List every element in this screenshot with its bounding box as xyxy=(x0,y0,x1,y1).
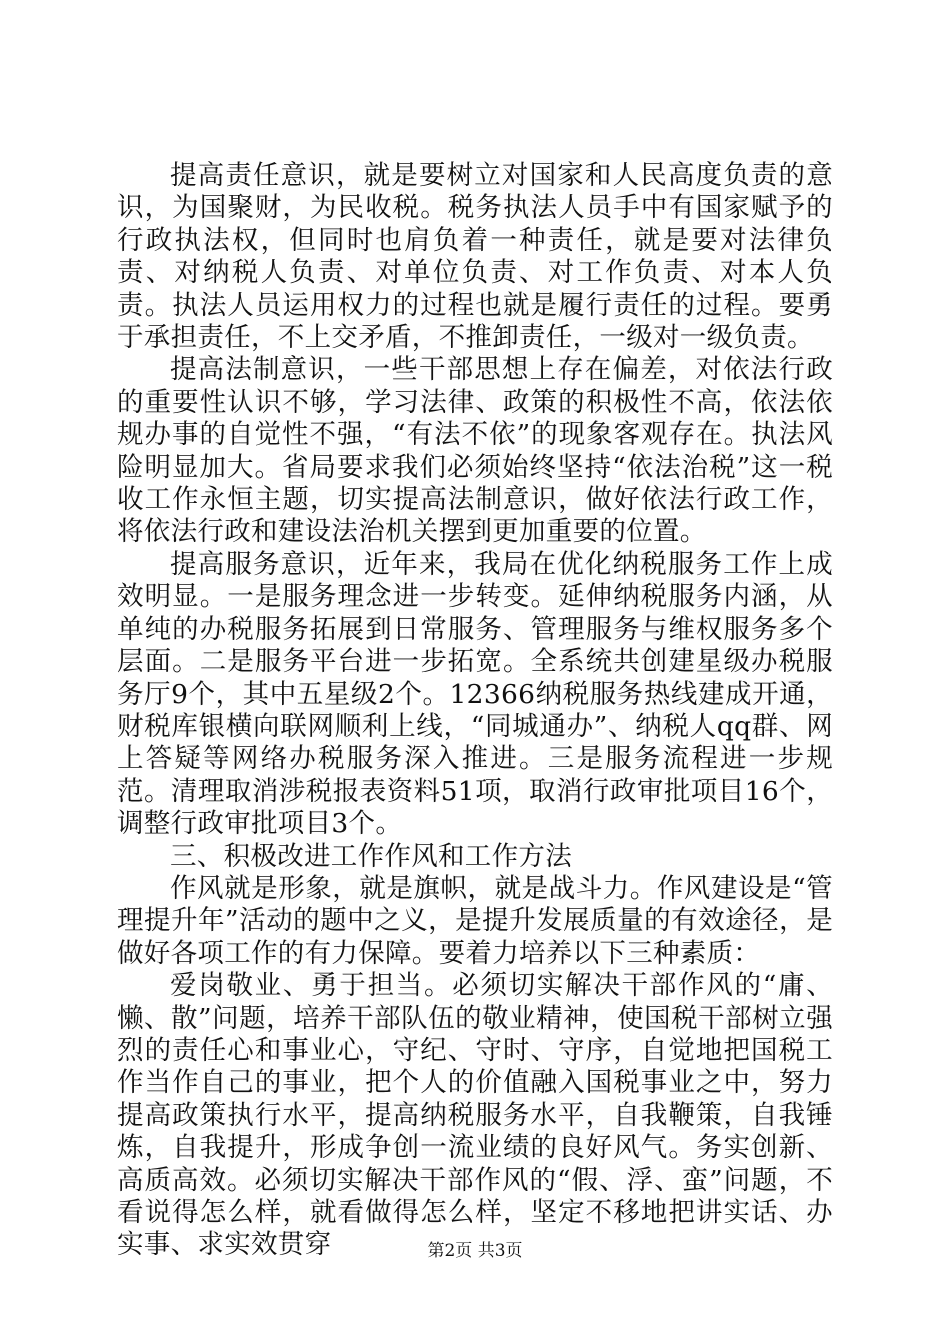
section-heading: 三、积极改进工作作风和工作方法 xyxy=(170,840,572,872)
page-footer: 第2页 共3页 xyxy=(427,1241,523,1261)
paragraph-service: 提高服务意识，近年来，我局在优化纳税服务工作上成效明显。一是服务理念进一步转变。延伸纳税服务内涵，从单纯的办税服务拓展到日常服务、管理服务与维权服务多个层面。二是服务平台进一步拓宽。全系统共创建星级办税服务厅9个，其中五星级2个。12366纳税服务热线建成开通，财税库银横向联网顺利上线，“同城通办”、纳税人qq群、网上答疑等网络办税服务深入推进。三是服务流程进一步规范。清理取消涉税报表资料51项，取消行政审批项目16个，调整行政审批项目3个。 xyxy=(117,548,833,840)
document-body xyxy=(117,160,833,1262)
paragraph-legal: 提高法制意识，一些干部思想上存在偏差，对依法行政的重要性认识不够，学习法律、政策的积极性不高，依法依规办事的自觉性不强，“有法不依”的现象客观存在。执法风险明显加大。省局要求我们必须始终坚持“依法治税”这一税收工作永恒主题，切实提高法制意识，做好依法行政工作，将依法行政和建设法治机关摆到更加重要的位置。 xyxy=(117,354,833,548)
paragraph-responsibility: 提高责任意识，就是要树立对国家和人民高度负责的意识，为国聚财，为民收税。税务执法人员手中有国家赋予的行政执法权，但同时也肩负着一种责任，就是要对法律负责、对纳税人负责、对单位负责、对工作负责、对本人负责。执法人员运用权力的过程也就是履行责任的过程。要勇于承担责任，不上交矛盾，不推卸责任，一级对一级负责。 xyxy=(117,160,833,354)
paragraph-work-style: 作风就是形象，就是旗帜，就是战斗力。作风建设是“管理提升年”活动的题中之义，是提升发展质量的有效途径，是做好各项工作的有力保障。要着力培养以下三种素质： xyxy=(117,872,833,969)
paragraph-dedication: 爱岗敬业、勇于担当。必须切实解决干部作风的“庸、懒、散”问题，培养干部队伍的敬业精神，使国税干部树立强烈的责任心和事业心，守纪、守时、守序，自觉地把国税工作当作自己的事业，把个人的价值融入国税事业之中，努力提高政策执行水平，提高纳税服务水平，自我鞭策，自我锤炼，自我提升，形成争创一流业绩的良好风气。务实创新、高质高效。必须切实解决干部作风的“假、浮、蛮”问题，不看说得怎么样，就看做得怎么样，坚定不移地把讲实话、办实事、求实效贯穿 xyxy=(117,970,833,1261)
